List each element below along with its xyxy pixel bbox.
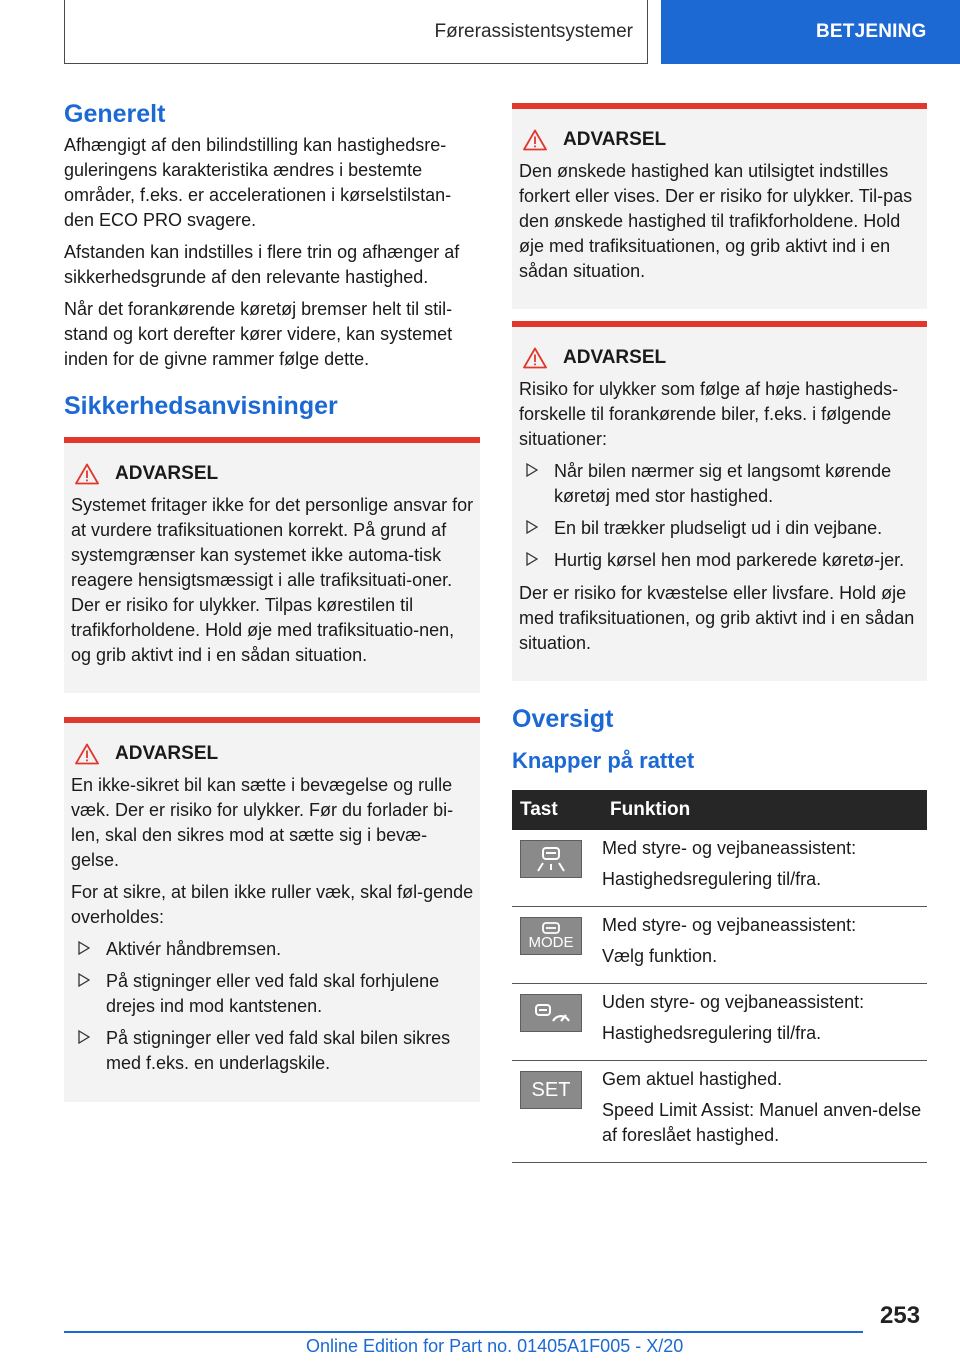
triangle-bullet-icon [526,552,538,566]
list-item [71,969,474,1019]
cruise-control-speedometer-icon [520,994,582,1032]
triangle-bullet-icon [78,941,90,955]
heading-generelt: Generelt [64,100,166,128]
warning-text: Systemet fritager ikke for det personlige ansvar for at vurdere trafiksituationen korrekt. På grund af systemgrænser kan systemet ikke automa-tisk reagere hensigtsmæssigt i alle trafiksituati-oner. Der er risiko for ulykker. Tilpas kørestilen til trafikforholdene. Hold øje med trafiksituatio-nen, og grib aktivt ind i en sådan situation. [71,495,474,665]
chapter-title: Førerassistentsystemer [434,20,633,42]
list-item-text: En bil trækker pludseligt ud i din vejbane. [554,518,883,538]
warning-text: Der er risiko for kvæstelse eller livsfare. Hold øje med trafiksituationen, og grib aktivt ind i en sådan situation. [519,583,915,653]
list-item-text: På stigninger eller ved fald skal forhjulene drejes ind mod kantstenen. [106,971,440,1016]
warning-title [71,743,474,765]
mode-icon [520,917,582,955]
function-text: Hastighedsregulering til/fra. [602,869,822,889]
warning-triangle-icon [523,129,547,151]
warning-label: ADVARSEL [115,463,219,484]
heading-knapper: Knapper på rattet [512,748,695,773]
function-text: Med styre- og vejbaneassistent: [602,838,857,858]
triangle-bullet-icon [78,1030,90,1044]
footer-divider [64,1331,863,1333]
warning-triangle-icon [523,347,547,369]
table-row [512,1061,927,1163]
list-item-text: Når bilen nærmer sig et langsomt kørende køretøj med stor hastighed. [554,461,892,506]
list-item [519,516,921,541]
triangle-bullet-icon [526,463,538,477]
function-text: Uden styre- og vejbaneassistent: [602,992,865,1012]
function-text: Speed Limit Assist: Manuel anven-delse af foreslået hastighed. [602,1100,922,1145]
keys-table [512,790,927,1163]
warning-title [519,129,921,151]
list-item [519,548,921,573]
warning-title [519,347,921,369]
mode-label: MODE [528,934,574,951]
table-header-row [512,790,927,830]
function-text: Med styre- og vejbaneassistent: [602,915,857,935]
heading-oversigt: Oversigt [512,705,614,733]
footer-edition: Online Edition for Part no. 01405A1F005 - X/20 [306,1336,684,1356]
paragraph: Når det forankørende køretøj bremser helt til stil-stand og kort derefter kører videre, kan systemet inden for de givne rammer følge dette. [64,299,453,369]
list-item-text: Aktivér håndbremsen. [106,939,282,959]
triangle-bullet-icon [78,973,90,987]
section-tab [661,0,960,64]
warning-label: ADVARSEL [115,743,219,764]
paragraph: Afstanden kan indstilles i flere trin og afhænger af sikkerhedsgrunde af den relevante hastighed. [64,242,460,287]
page-number: 253 [880,1302,921,1329]
warning-title [71,463,474,485]
table-row [512,830,927,907]
table-row [512,984,927,1061]
column-header-funktion: Funktion [596,790,927,830]
section-title: BETJENING [816,21,927,42]
paragraph: Afhængigt af den bilindstilling kan hastighedsre-guleringens karakteristika ændres i bestemte områder, f.eks. er accelerationen i kørselstilstan-den ECO PRO svagere. [64,135,452,230]
warning-label: ADVARSEL [563,129,667,150]
warning-box [512,103,927,309]
warning-text: Risiko for ulykker som følge af høje hastigheds-forskelle til forankørende biler, f.eks. i følgende situationer: [519,379,899,449]
left-column [64,100,480,1102]
heading-sikkerhedsanvisninger: Sikkerhedsanvisninger [64,392,338,420]
warning-text: For at sikre, at bilen ikke ruller væk, skal føl-gende overholdes: [71,882,474,927]
column-header-tast: Tast [512,790,596,830]
warning-triangle-icon [75,463,99,485]
function-text: Hastighedsregulering til/fra. [602,1023,822,1043]
warning-label: ADVARSEL [563,347,667,368]
warning-box [512,321,927,681]
set-icon [520,1071,582,1109]
list-item [519,459,921,509]
function-text: Vælg funktion. [602,946,718,966]
set-label: SET [531,1078,571,1101]
lane-assist-car-icon [520,840,582,878]
table-row [512,907,927,984]
list-item-text: Hurtig kørsel hen mod parkerede køretø-jer. [554,550,905,570]
triangle-bullet-icon [526,520,538,534]
right-column [512,103,927,1163]
warning-triangle-icon [75,743,99,765]
list-item-text: På stigninger eller ved fald skal bilen sikres med f.eks. en underlagskile. [106,1028,451,1073]
warning-text: Den ønskede hastighed kan utilsigtet indstilles forkert eller vises. Der er risiko for ulykker. Til-pas den ønskede hastighed til trafikforholdene. Hold øje med trafiksituationen, og grib aktivt ind i en sådan situation. [519,161,913,281]
bullet-list [519,459,921,573]
function-text: Gem aktuel hastighed. [602,1069,783,1089]
warning-box [64,437,480,693]
list-item [71,1026,474,1076]
warning-text: En ikke-sikret bil kan sætte i bevægelse og rulle væk. Der er risiko for ulykker. Før du forlader bi-len, skal den sikres mod at sætte sig i bevæ-gelse. [71,775,454,870]
warning-box [64,717,480,1102]
bullet-list [71,937,474,1076]
list-item [71,937,474,962]
running-header [64,0,648,64]
